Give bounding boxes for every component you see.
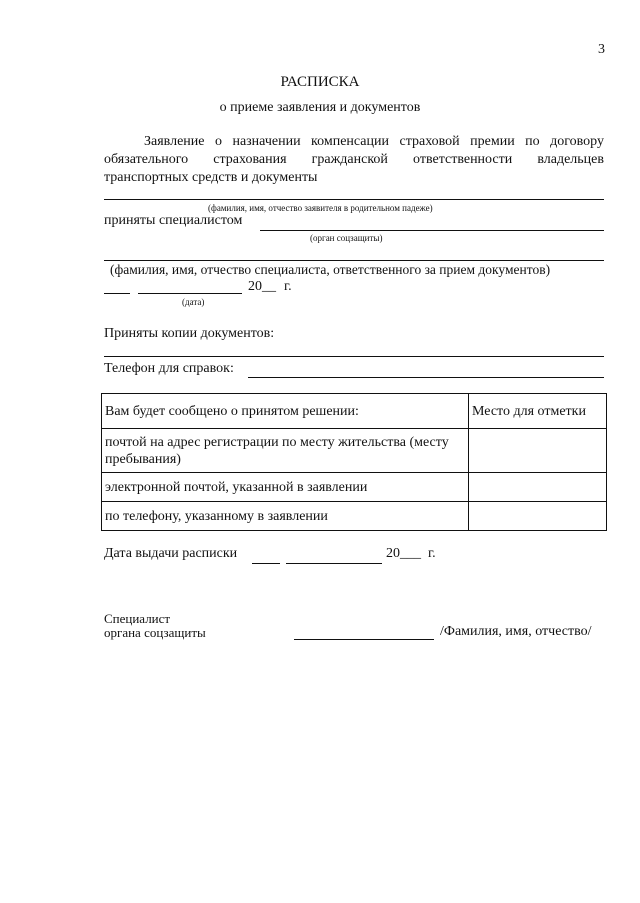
accepted-by-label: приняты специалистом (104, 213, 243, 228)
signature-line[interactable] (294, 639, 434, 640)
applicant-caption: (фамилия, имя, отчество заявителя в родительном падеже) (208, 203, 433, 213)
table-header-mark: Место для отметки (469, 394, 607, 429)
mark-cell-post[interactable] (469, 429, 607, 473)
date-month-line[interactable] (138, 293, 242, 294)
table-row (102, 502, 607, 531)
date-year: 20__ (248, 279, 276, 294)
agency-caption: (орган соцзащиты) (310, 233, 383, 243)
method-post: почтой на адрес регистрации по месту жительства (месту пребывания) (102, 429, 469, 473)
phone-label: Телефон для справок: (104, 361, 234, 376)
copies-label: Приняты копии документов: (104, 326, 275, 341)
signature-name-caption: /Фамилия, имя, отчество/ (440, 624, 592, 639)
table-header-row (102, 394, 607, 429)
table-header-method: Вам будет сообщено о принятом решении: (102, 394, 469, 429)
document-title: РАСПИСКА (280, 74, 360, 90)
phone-line[interactable] (248, 377, 604, 378)
signature-title-line2: органа соцзащиты (104, 625, 206, 640)
signature-title-line1: Специалист (104, 611, 171, 626)
issue-date-label: Дата выдачи расписки (104, 546, 238, 561)
document-subtitle: о приеме заявления и документов (219, 100, 421, 115)
table-row (102, 429, 607, 473)
issue-day-line[interactable] (252, 563, 280, 564)
specialist-name-line[interactable] (104, 260, 604, 261)
issue-year-suffix: г. (428, 546, 436, 561)
date-year-suffix: г. (284, 279, 292, 294)
specialist-caption: (фамилия, имя, отчество специалиста, ответственного за прием документов) (110, 262, 551, 277)
page-number: 3 (598, 42, 605, 57)
method-phone: по телефону, указанному в заявлении (102, 502, 469, 531)
applicant-name-line[interactable] (104, 199, 604, 200)
mark-cell-phone[interactable] (469, 502, 607, 531)
mark-cell-email[interactable] (469, 473, 607, 502)
agency-line[interactable] (260, 230, 604, 231)
issue-year: 20___ (386, 546, 421, 561)
date-caption: (дата) (182, 297, 205, 307)
copies-line[interactable] (104, 356, 604, 357)
issue-month-line[interactable] (286, 563, 382, 564)
date-day-line[interactable] (104, 293, 130, 294)
method-email: электронной почтой, указанной в заявлении (102, 473, 469, 502)
table-row (102, 473, 607, 502)
intro-paragraph: Заявление о назначении компенсации страховой премии по договору обязательного страхования гражданской ответственности владельцев транспортных средств и документы (104, 134, 604, 185)
notification-method-table (101, 393, 607, 531)
